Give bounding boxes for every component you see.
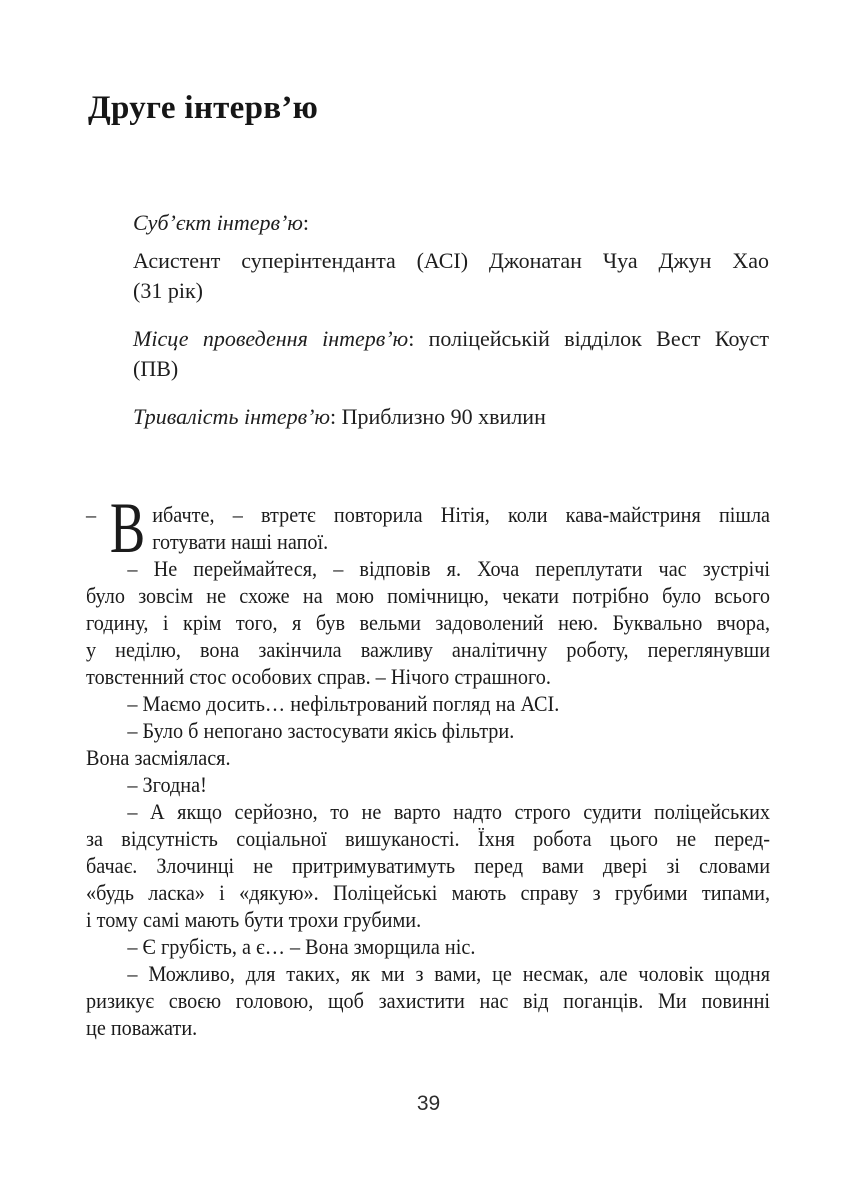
meta-subject bbox=[133, 208, 769, 306]
meta-location-line-1 bbox=[133, 324, 769, 354]
meta-subject-label: Суб’єкт інтерв’ю bbox=[133, 210, 303, 235]
body-line: – А якщо серйозно, то не варто надто строго судити поліцейських bbox=[127, 799, 771, 824]
body-line: – Не переймайтеся, – відповів я. Хоча переплутати час зустрічі bbox=[127, 556, 771, 581]
meta-subject-value-line-2: (31 рік) bbox=[133, 278, 203, 303]
body-line: було зовсім не схоже на мою помічницю, чекати потрібно було всього bbox=[86, 583, 771, 608]
body-line: ибачте, – втретє повторила Нітія, коли кава-майстриня пішла bbox=[152, 502, 771, 527]
meta-duration-label: Тривалість інтерв’ю bbox=[133, 404, 331, 429]
chapter-title: Друге інтерв’ю bbox=[88, 90, 319, 127]
first-paragraph-lines bbox=[152, 501, 770, 555]
meta-subject-value-line-1: Асистент суперінтенданта (АСІ) Джонатан Чуа Джун Хао bbox=[133, 248, 769, 273]
body-line: – Маємо досить… нефільтрований погляд на АСІ. bbox=[127, 691, 560, 716]
opening-dash: – bbox=[86, 502, 97, 527]
meta-location-label: Місце проведення інтерв’ю bbox=[133, 326, 409, 351]
body-line: товстенний стос особових справ. – Нічого страшного. bbox=[86, 664, 551, 689]
meta-duration-value: : Приблизно 90 хвилин bbox=[330, 404, 546, 429]
meta-duration bbox=[133, 402, 769, 432]
body-line: годину, і крім того, я був вельми задоволений нею. Буквально вчора, bbox=[86, 610, 771, 635]
first-paragraph-lead bbox=[86, 488, 152, 568]
meta-subject-label-line bbox=[133, 208, 769, 238]
meta-location-value: : поліцейській відділок Вест Коуст bbox=[408, 326, 769, 351]
body-line: – Було б непогано застосувати якісь фільтри. bbox=[127, 718, 515, 743]
page-number: 39 bbox=[416, 1092, 441, 1115]
body-line: за відсутність соціальної вишуканості. Їхня робота цього не перед- bbox=[86, 826, 771, 851]
body-line: – Можливо, для таких, як ми з вами, це несмак, але чоловік щодня bbox=[127, 961, 771, 986]
body-line: Вона засміялася. bbox=[86, 745, 231, 770]
body-line: ризикує своєю головою, щоб захистити нас від поганців. Ми повинні bbox=[86, 988, 771, 1013]
meta-subject-colon: : bbox=[302, 210, 310, 235]
body-line: і тому самі мають бути трохи грубими. bbox=[86, 907, 422, 932]
interview-metadata bbox=[133, 208, 769, 450]
body-line: це поважати. bbox=[86, 1015, 198, 1040]
body-text bbox=[86, 488, 771, 1041]
body-line: – Згодна! bbox=[127, 772, 207, 797]
drop-cap: В bbox=[109, 488, 146, 568]
body-line: у неділю, вона закінчила важливу аналітичну роботу, переглянувши bbox=[86, 637, 771, 662]
first-paragraph bbox=[86, 488, 771, 568]
meta-location-line-2: (ПВ) bbox=[133, 356, 179, 381]
body-line: – Є грубість, а є… – Вона зморщила ніс. bbox=[127, 934, 476, 959]
body-line: готувати наші напої. bbox=[152, 529, 329, 554]
meta-location bbox=[133, 324, 769, 384]
body-line: бачає. Злочинці не притримуватимуть перед вами двері зі словами bbox=[86, 853, 771, 878]
body-line: «будь ласка» і «дякую». Поліцейські мають справу з грубими типами, bbox=[86, 880, 771, 905]
meta-duration-line bbox=[133, 402, 769, 432]
